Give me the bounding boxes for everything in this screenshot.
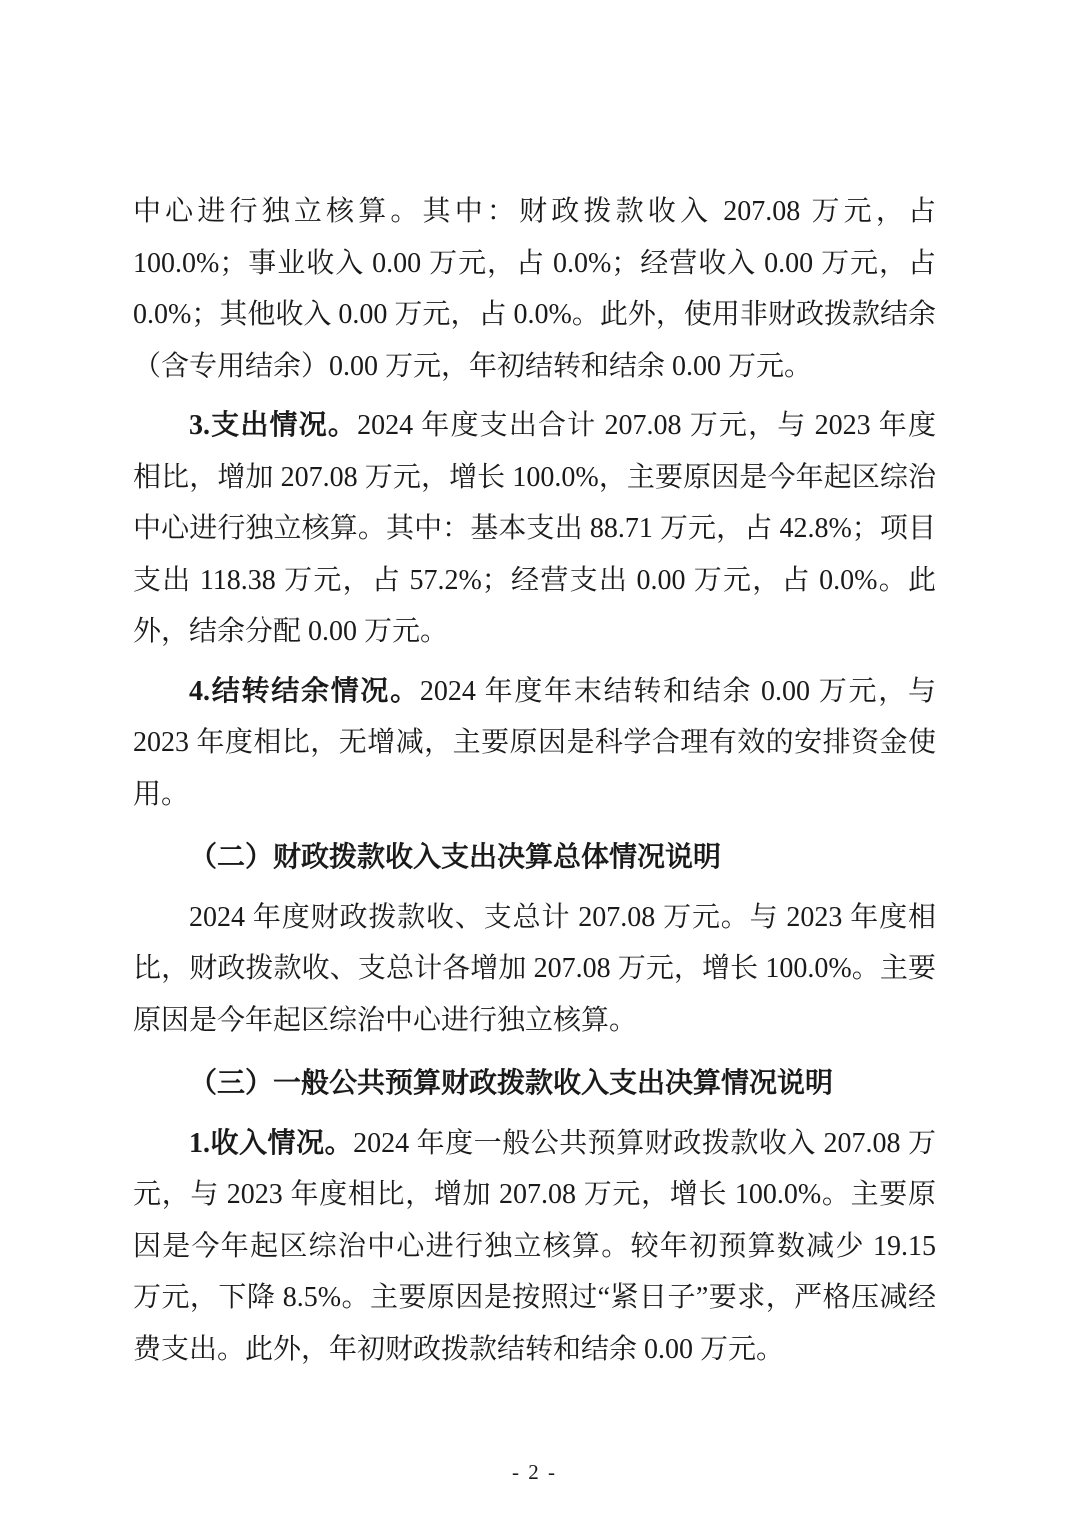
paragraph-text: 2024 年度一般公共预算财政拨款收入 207.08 万元，与 2023 年度相比，增加 207.08 万元，增长 100.0%。主要原因是今年起区综治中心进行独立核算。较年初预算数减少 19.15 万元，下降 8.5%。主要原因是按照过“紧日子”要求，严格压减经费支出。此外，年初财政拨款结转和结余 0.00 万元。 [133,1127,936,1365]
page-number: - 2 - [512,1460,557,1484]
paragraph-lead-heading: 3.支出情况。 [189,410,358,441]
paragraph [133,400,936,658]
section-heading [133,1058,936,1110]
paragraph-text: 中心进行独立核算。其中：财政拨款收入 207.08 万元，占 100.0%；事业收入 0.00 万元，占 0.0%；经营收入 0.00 万元，占 0.0%；其他收入 0.00 万元，占 0.0%。此外，使用非财政拨款结余（含专用结余）0.00 万元，年初结转和结余 0.00 万元。 [133,196,936,382]
paragraph-lead-heading: （三）一般公共预算财政拨款收入支出决算情况说明 [189,1068,834,1099]
paragraph [133,666,936,821]
paragraph [133,186,936,392]
paragraph-text: 2024 年度年末结转和结余 0.00 万元，与 2023 年度相比，无增减，主要原因是科学合理有效的安排资金使用。 [133,675,936,810]
paragraph-text: 2024 年度财政拨款收、支总计 207.08 万元。与 2023 年度相比，财政拨款收、支总计各增加 207.08 万元，增长 100.0%。主要原因是今年起区综治中心进行独立核算。 [133,901,936,1036]
paragraph-lead-heading: 1.收入情况。 [189,1127,354,1159]
paragraph [133,1118,936,1376]
paragraph-text: 2024 年度支出合计 207.08 万元，与 2023 年度相比，增加 207.08 万元，增长 100.0%，主要原因是今年起区综治中心进行独立核算。其中：基本支出 88.71 万元，占 42.8%；项目支出 118.38 万元，占 57.2%；经营支出 0.00 万元，占 0.0%。此外，结余分配 0.00 万元。 [133,410,936,647]
document-body [133,186,936,1375]
paragraph-lead-heading: （二）财政拨款收入支出决算总体情况说明 [189,842,722,873]
section-heading [133,832,936,884]
paragraph-lead-heading: 4.结转结余情况。 [189,675,420,707]
paragraph [133,892,936,1047]
